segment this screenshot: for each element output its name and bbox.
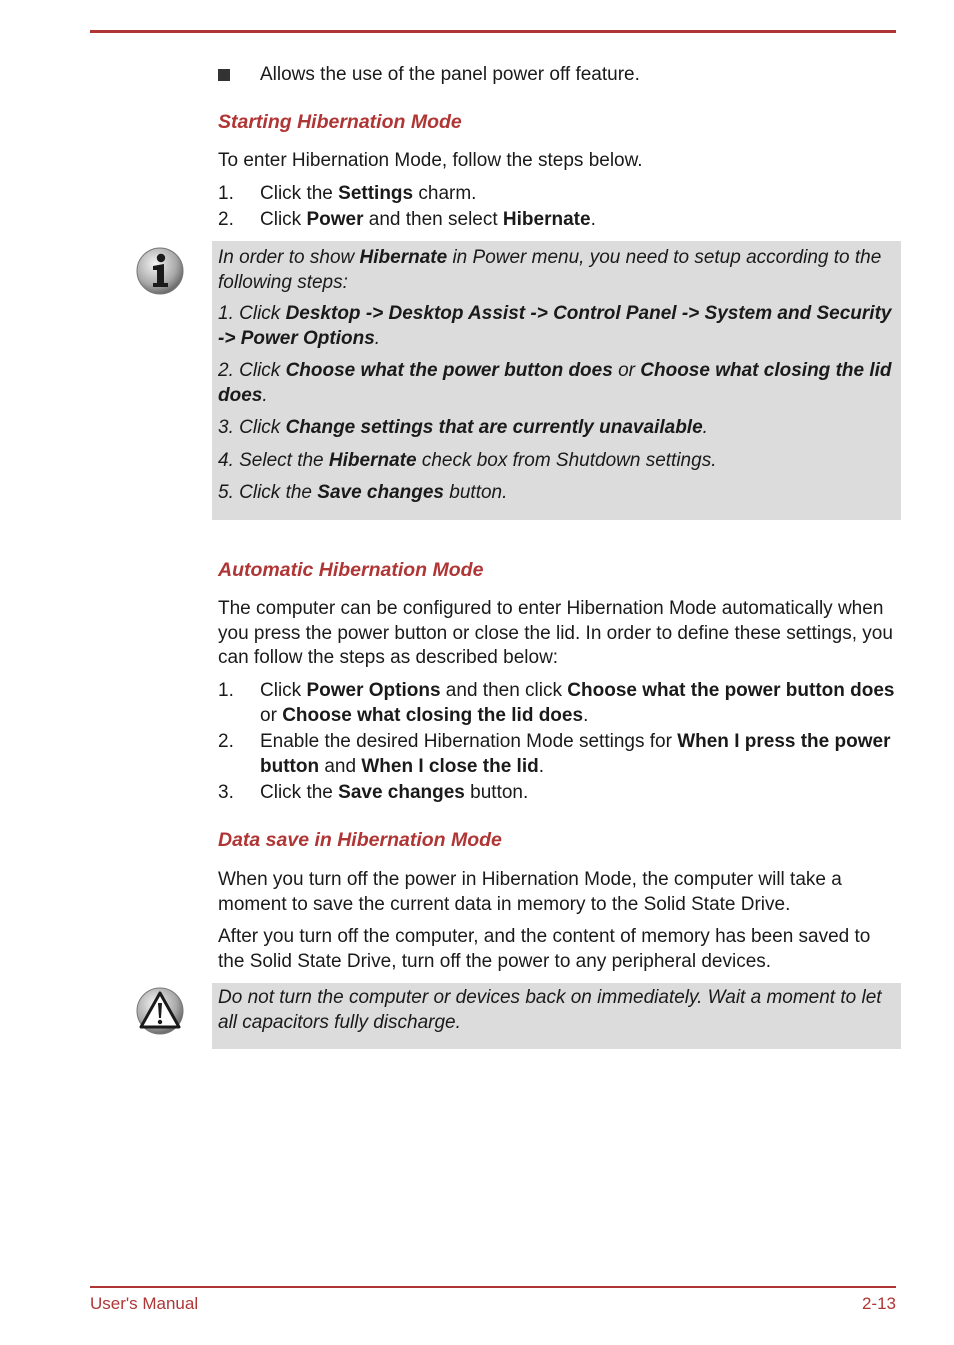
step-number: 1. xyxy=(218,183,234,204)
note-line: 3. Click Change settings that are currently unavailable. xyxy=(218,417,708,438)
section3-para2: After you turn off the computer, and the content of memory has been saved to the Solid State Drive, turn off the power to any peripheral devices. xyxy=(218,926,871,972)
bullet-text: Allows the use of the panel power off feature. xyxy=(260,64,640,85)
step-text: Click Power Options and then click Choose what the power button does or Choose what closing the lid does. xyxy=(260,680,895,726)
step-number: 3. xyxy=(218,782,234,803)
square-bullet-icon xyxy=(218,69,230,81)
step-text: Click the Save changes button. xyxy=(260,782,529,803)
step-number: 2. xyxy=(218,209,234,230)
footer-rule xyxy=(90,1286,896,1288)
info-icon xyxy=(136,247,184,295)
section3-para1: When you turn off the power in Hibernation Mode, the computer will take a moment to save the current data in memory to the Solid State Drive. xyxy=(218,869,842,915)
page-number: 2-13 xyxy=(861,1294,896,1313)
note-line: In order to show Hibernate in Power menu, you need to setup according to the following steps: xyxy=(218,247,882,293)
section-heading-starting-hibernation: Starting Hibernation Mode xyxy=(218,111,462,133)
warning-text: Do not turn the computer or devices back on immediately. Wait a moment to let all capacitors fully discharge. xyxy=(218,987,882,1033)
section2-intro: The computer can be configured to enter Hibernation Mode automatically when you press the power button or close the lid. In order to define these settings, you can follow the steps as described below: xyxy=(218,598,893,668)
note-line: 1. Click Desktop -> Desktop Assist -> Control Panel -> System and Security -> Power Options. xyxy=(218,303,892,349)
note-line: 5. Click the Save changes button. xyxy=(218,482,508,503)
step-number: 2. xyxy=(218,731,234,752)
header-rule xyxy=(90,30,896,33)
step-text: Enable the desired Hibernation Mode settings for When I press the power button and When I close the lid. xyxy=(260,731,891,777)
section1-intro: To enter Hibernation Mode, follow the steps below. xyxy=(218,150,643,171)
note-line: 2. Click Choose what the power button does or Choose what closing the lid does. xyxy=(218,360,892,406)
footer-title: User's Manual xyxy=(90,1294,199,1313)
section-heading-automatic-hibernation: Automatic Hibernation Mode xyxy=(218,559,484,581)
step-text: Click Power and then select Hibernate. xyxy=(260,209,596,230)
step-number: 1. xyxy=(218,680,234,701)
note-line: 4. Select the Hibernate check box from Shutdown settings. xyxy=(218,450,717,471)
step-text: Click the Settings charm. xyxy=(260,183,477,204)
section-heading-data-save: Data save in Hibernation Mode xyxy=(218,829,502,851)
warning-icon xyxy=(136,987,184,1035)
